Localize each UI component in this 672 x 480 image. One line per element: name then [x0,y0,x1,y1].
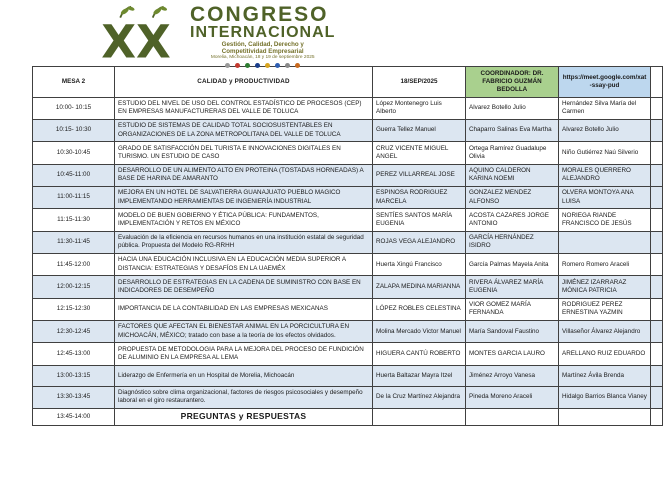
session-time: 12:45-13:00 [33,343,115,365]
session-author-1: LÓPEZ ROBLES CELESTINA [373,298,466,320]
session-extra-cell [651,276,663,298]
session-extra-cell [651,231,663,253]
session-time: 11:00-11:15 [33,186,115,208]
session-author-1: Huerta Baltazar Mayra Itzel [373,365,466,386]
session-extra-cell [651,386,663,408]
session-author-2: Chaparro Salinas Eva Martha [466,119,559,141]
session-author-3: Martínez Ávila Brenda [559,365,651,386]
session-extra-cell [651,320,663,342]
session-row [33,209,663,231]
partner-logo-icon [295,63,300,68]
session-author-2: ACOSTA CAZARES JORGE ANTONIO [466,209,559,231]
session-extra-cell [651,298,663,320]
session-title: GRADO DE SATISFACCIÓN DEL TURISTA E INNOVACIONES DIGITALES EN TURISMO. UN ESTUDIO DE CASO [115,142,373,164]
session-title: DESARROLLO DE UN ALIMENTO ALTO EN PROTEINA (TOSTADAS HORNEADAS) A BASE DE HARINA DE AMARANTO [115,164,373,186]
session-time: 12:15-12:30 [33,298,115,320]
partner-logo-icon [255,63,260,68]
meet-link[interactable]: https://meet.google.com/xat-ssay-pud [559,67,651,98]
coordinator-cell [466,67,559,98]
session-author-1: Huerta Xingú Francisco [373,253,466,275]
session-extra-cell [651,365,663,386]
session-extra-cell [651,186,663,208]
session-title: Liderazgo de Enfermería en un Hospital de Morelia, Michoacán [115,365,373,386]
session-author-2: García Palmas Mayela Anita [466,253,559,275]
session-author-1: CRUZ VICENTE MIGUEL ANGEL [373,142,466,164]
partner-logo-icon [245,63,250,68]
session-extra-cell [651,97,663,119]
congress-header [100,5,672,63]
session-author-1: PEREZ VILLARREAL JOSE [373,164,466,186]
partner-logo-icon [225,63,230,68]
session-author-3: MORALES QUERRERO ALEJANDRO [559,164,651,186]
session-author-1: ROJAS VEGA ALEJANDRO [373,231,466,253]
session-author-1: SENTÍES SANTOS MARÍA EUGENIA [373,209,466,231]
session-author-3 [559,408,651,425]
session-extra-cell [651,164,663,186]
xx-logo-icon [100,5,182,61]
program-page [0,5,672,480]
session-extra-cell [651,253,663,275]
session-author-3 [559,231,651,253]
session-extra-cell [651,209,663,231]
session-author-3: Hernández Silva María del Carmen [559,97,651,119]
session-author-3: Romero Romero Araceli [559,253,651,275]
session-title: MODELO DE BUEN GOBIERNO Y ÉTICA PÚBLICA: FUNDAMENTOS, IMPLEMENTACIÓN Y RETOS EN MÉXICO [115,209,373,231]
partner-logo-icon [275,63,280,68]
session-row [33,253,663,275]
session-time: 10:00- 10:15 [33,97,115,119]
session-author-3: OLVERA MONTOYA ANA LUISA [559,186,651,208]
session-title: ESTUDIO DEL NIVEL DE USO DEL CONTROL ESTADÍSTICO DE PROCESOS (CEP) EN EMPRESAS MANUFACTURERAS DEL VALLE DE TOLUCA [115,97,373,119]
session-time: 10:30-10:45 [33,142,115,164]
session-extra-cell [651,142,663,164]
session-title: Diagnóstico sobre clima organizacional, factores de riesgos psicosociales y desempeño laboral en el giro restaurantero. [115,386,373,408]
congress-title-block [190,5,335,68]
coordinator-line2: FABRICIO GUZMÁN BEDOLLA [482,77,542,93]
session-author-2: RIVERA ÁLVAREZ MARÍA EUGENIA [466,276,559,298]
schedule-header-row [33,67,663,98]
session-author-3: Niño Gutiérrez Naú Silverio [559,142,651,164]
session-author-1: López Montenegro Luis Alberto [373,97,466,119]
session-title: PREGUNTAS y RESPUESTAS [115,408,373,425]
schedule-body [33,97,663,426]
session-title: Evaluación de la eficiencia en recursos humanos en una institución estatal de seguridad pública. Propuesta del Modelo RG-RRHH [115,231,373,253]
session-author-1: HIGUERA CANTÚ ROBERTO [373,343,466,365]
session-time: 12:00-12:15 [33,276,115,298]
session-author-2: MONTES GARCIA LAURO [466,343,559,365]
session-row [33,186,663,208]
session-author-1: Guerra Tellez Manuel [373,119,466,141]
session-title: FACTORES QUE AFECTAN EL BIENESTAR ANIMAL EN LA PORCICULTURA EN MICHOACÁN, MÉXICO; tratado con base a la teoría de los efectos olvidados. [115,320,373,342]
session-time: 11:30-11:45 [33,231,115,253]
congress-subtitle-line2: Competitividad Empresarial [221,48,304,56]
congress-location-line: Morelia, Michoacán, 18 y 19 de septiembre 2025 [210,55,315,61]
session-title: ESTUDIO DE SISTEMAS DE CALIDAD TOTAL SOCIOSUSTENTABLES EN ORGANIZACIONES DE LA ZONA METROPOLITANA DEL VALLE DE TOLUCA [115,119,373,141]
session-time: 13:30-13:45 [33,386,115,408]
session-row [33,408,663,425]
session-time: 10:45-11:00 [33,164,115,186]
session-author-3: Villaseñor Álvarez Alejandro [559,320,651,342]
session-title: MEJORA EN UN HOTEL DE SALVATIERRA GUANAJUATO PUEBLO MAGICO IMPLEMENTANDO HERRAMIENTAS DE INGENIERÍA INDUSTRIAL [115,186,373,208]
session-author-2: GONZALEZ MENDEZ ALFONSO [466,186,559,208]
session-author-2: Ortega Ramírez Guadalupe Olivia [466,142,559,164]
track-title: CALIDAD y PRODUCTIVIDAD [115,67,373,98]
partner-logo-icon [265,63,270,68]
session-author-1: De la Cruz Martínez Alejandra [373,386,466,408]
session-time: 13:45-14:00 [33,408,115,425]
partner-logo-icon [235,63,240,68]
session-author-1: Molina Mercado Victor Manuel [373,320,466,342]
session-row [33,320,663,342]
session-date: 18/SEP/2025 [373,67,466,98]
partner-logo-icon [285,63,290,68]
session-author-2: GARCÍA HERNÁNDEZ ISIDRO [466,231,559,253]
congress-logo [100,5,182,61]
coordinator-line1: COORDINADOR: DR. [480,69,544,77]
session-author-2: Jiménez Arroyo Vanesa [466,365,559,386]
session-row [33,386,663,408]
session-author-2: María Sandoval Faustino [466,320,559,342]
session-author-2: VIOR GOMEZ MARÍA FERNANDA [466,298,559,320]
session-row [33,119,663,141]
session-author-2 [466,408,559,425]
session-row [33,142,663,164]
session-time: 11:15-11:30 [33,209,115,231]
header-extra-cell [651,67,663,98]
session-title: IMPORTANCIA DE LA CONTABILIDAD EN LAS EMPRESAS MEXICANAS [115,298,373,320]
session-title: HACIA UNA EDUCACIÓN INCLUSIVA EN LA EDUCACIÓN MEDIA SUPERIOR A DISTANCIA: ESTRATEGIAS Y DESAFÍOS EN LA UAEMÉX [115,253,373,275]
congress-title-line2: INTERNACIONAL [190,23,336,41]
session-title: DESARROLLO DE ESTRATEGIAS EN LA CADENA DE SUMINISTRO CON BASE EN INDICADORES DE DESEMPEÑO [115,276,373,298]
session-author-3: JIMÉNEZ IZARRARAZ MÓNICA PATRICIA [559,276,651,298]
congress-title-line1: CONGRESO [190,3,329,26]
session-extra-cell [651,119,663,141]
partner-logos [225,63,300,68]
session-time: 10:15- 10:30 [33,119,115,141]
session-author-3: Hidalgo Barrios Blanca Vianey [559,386,651,408]
session-title: PROPUESTA DE METODOLOGIA PARA LA MEJORA DEL PROCESO DE FUNDICIÓN DE ALUMINIO EN LA EMPRESA AL LEMA [115,343,373,365]
schedule-table [32,66,663,426]
session-row [33,164,663,186]
svg-text:XX: XX [101,15,171,61]
session-author-3: NORIEGA RIANDE FRANCISCO DE JESÚS [559,209,651,231]
session-row [33,298,663,320]
congress-subtitle-line1: Gestión, Calidad, Derecho y [221,40,304,48]
session-author-2: AQUINO CALDERON KARINA NOEMI [466,164,559,186]
mesa-label: MESA 2 [33,67,115,98]
session-time: 13:00-13:15 [33,365,115,386]
session-author-2: Pineda Moreno Araceli [466,386,559,408]
session-row [33,231,663,253]
session-extra-cell [651,408,663,425]
session-extra-cell [651,343,663,365]
session-author-3: ARELLANO RUIZ EDUARDO [559,343,651,365]
session-author-2: Alvarez Botello Julio [466,97,559,119]
session-author-3: RODRIGUEZ PEREZ ERNESTINA YAZMIN [559,298,651,320]
session-row [33,97,663,119]
session-time: 12:30-12:45 [33,320,115,342]
session-author-3: Alvarez Botello Julio [559,119,651,141]
session-row [33,276,663,298]
session-row [33,365,663,386]
session-time: 11:45-12:00 [33,253,115,275]
session-author-1: ESPINOSA RODRIGUEZ MARCELA [373,186,466,208]
session-row [33,343,663,365]
session-author-1 [373,408,466,425]
session-author-1: ZALAPA MEDINA MARIANNA [373,276,466,298]
